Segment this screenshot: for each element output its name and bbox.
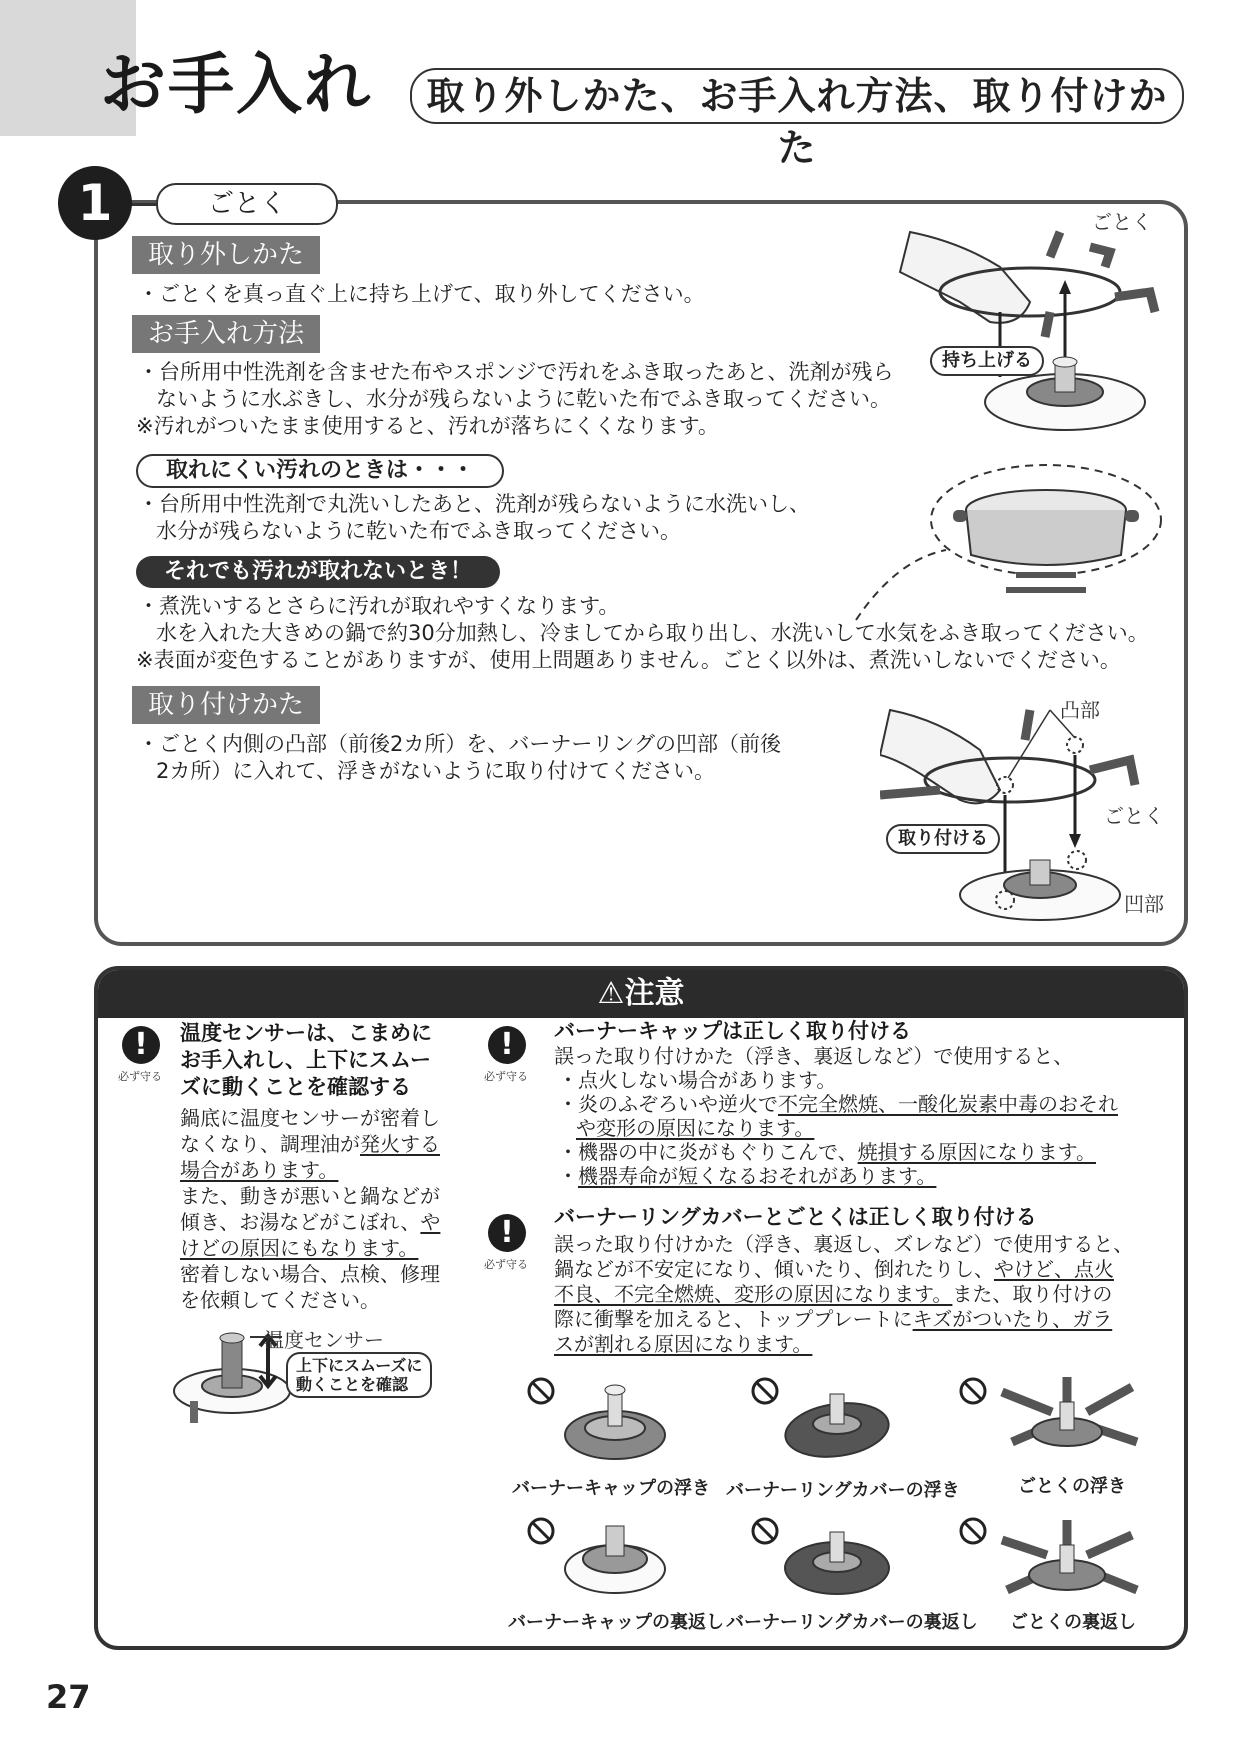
cap-flipped-illustration xyxy=(560,1514,670,1604)
step-connector xyxy=(130,203,158,206)
fig3-concave-label: 凹部 xyxy=(1124,892,1164,916)
clean-note: ※汚れがついたまま使用すると、汚れが落ちにくくなります。 xyxy=(136,414,719,438)
cap-text-4: や変形の原因になります。 xyxy=(576,1116,815,1140)
warning-triangle-icon: ⚠ xyxy=(597,976,625,1011)
must-follow-icon: ! xyxy=(488,1026,526,1064)
sensor-text-6: けどの原因にもなります。 xyxy=(180,1236,419,1260)
fig3-gotoku-label: ごとく xyxy=(1104,804,1164,828)
ring-cover-float-illustration xyxy=(782,1380,892,1472)
attach-line-1: ・ごとく内側の凸部（前後2カ所）を、バーナーリングの凹部（前後 xyxy=(138,732,781,756)
cap-text-5: ・機器の中に炎がもぐりこんで、焼損する原因になります。 xyxy=(558,1140,1097,1164)
sensor-text-7: 密着しない場合、点検、修理 xyxy=(180,1262,440,1286)
still-stain-note: ※表面が変色することがありますが、使用上問題ありません。ごとく以外は、煮洗いしないでください。 xyxy=(136,648,1121,672)
caution-header xyxy=(98,970,1184,1018)
cap-text-1: 誤った取り付けかた（浮き、裏返しなど）で使用すると、 xyxy=(554,1044,1074,1068)
hard-stain-heading: 取れにくい汚れのときは・・・ xyxy=(136,454,504,488)
prohibited-icon xyxy=(526,1376,556,1406)
fig-caption-6: ごとくの裏返し xyxy=(1010,1612,1136,1633)
remove-text: ・ごとくを真っ直ぐ上に持ち上げて、取り外してください。 xyxy=(138,282,705,306)
section-name: ごとく xyxy=(156,183,338,225)
must-follow-label: 必ず守る xyxy=(484,1070,528,1083)
fig-caption-4: バーナーキャップの裏返し xyxy=(508,1612,724,1633)
ring-text-2: 鍋などが不安定になり、傾いたり、倒れたりし、やけど、点火 xyxy=(554,1257,1114,1281)
gotoku-flipped-illustration xyxy=(992,1510,1142,1610)
gotoku-float-illustration xyxy=(992,1372,1142,1472)
must-follow-label: 必ず守る xyxy=(484,1258,528,1271)
sensor-text-5: 傾き、お湯などがこぼれ、や xyxy=(180,1210,441,1234)
cap-title: バーナーキャップは正しく取り付ける xyxy=(554,1019,911,1043)
prohibited-icon xyxy=(958,1516,988,1546)
fig-caption-3: ごとくの浮き xyxy=(1018,1476,1126,1497)
page-subtitle: 取り外しかた、お手入れ方法、取り付けかた xyxy=(410,68,1184,124)
prohibited-icon xyxy=(750,1516,780,1546)
caution-heading: 注意 xyxy=(624,976,685,1011)
fig1-lift-label: 持ち上げる xyxy=(930,346,1044,376)
clean-line-2: ないように水ぶきし、水分が残らないように乾いた布でふき取ってください。 xyxy=(156,387,891,411)
ring-cover-flipped-illustration xyxy=(782,1518,892,1606)
sensor-check-line-2: 動くことを確認 xyxy=(296,1375,409,1394)
still-stain-line-2: 水を入れた大きめの鍋で約30分加熱し、冷ましてから取り出し、水洗いして水気をふき取ってください。 xyxy=(156,621,1149,645)
must-follow-label: 必ず守る xyxy=(118,1070,162,1083)
cap-text-3: ・炎のふぞろいや逆火で不完全燃焼、一酸化炭素中毒のおそれ xyxy=(558,1092,1118,1116)
fig3-attach-label: 取り付ける xyxy=(886,824,1000,854)
sensor-check-bubble xyxy=(286,1352,432,1398)
prohibited-icon xyxy=(526,1516,556,1546)
clean-heading: お手入れ方法 xyxy=(132,315,320,353)
sensor-title-2: お手入れし、上下にスムー xyxy=(180,1048,431,1072)
sensor-check-line-1: 上下にスムーズに xyxy=(296,1356,423,1375)
boiling-pot-illustration xyxy=(836,460,1166,640)
remove-heading: 取り外しかた xyxy=(132,236,320,274)
still-stain-heading: それでも汚れが取れないとき！ xyxy=(136,556,500,588)
hard-stain-line-1: ・台所用中性洗剤で丸洗いしたあと、洗剤が残らないように水洗いし、 xyxy=(138,492,810,516)
fig-caption-1: バーナーキャップの浮き xyxy=(512,1478,710,1499)
sensor-text-8: を依頼してください。 xyxy=(180,1288,380,1312)
cap-float-illustration xyxy=(560,1380,670,1472)
sensor-text-3: 場合があります。 xyxy=(180,1158,339,1182)
hard-stain-line-2: 水分が残らないように乾いた布でふき取ってください。 xyxy=(156,519,681,543)
fig3-convex-label: 凸部 xyxy=(1060,698,1100,722)
ring-title: バーナーリングカバーとごとくは正しく取り付ける xyxy=(554,1205,1037,1229)
sensor-text-4: また、動きが悪いと鍋などが xyxy=(180,1184,440,1208)
must-follow-icon: ! xyxy=(488,1214,526,1252)
prohibited-icon xyxy=(958,1376,988,1406)
cap-text-6: ・機器寿命が短くなるおそれがあります。 xyxy=(558,1164,937,1188)
page-title: お手入れ xyxy=(100,46,372,123)
fig-caption-2: バーナーリングカバーの浮き xyxy=(726,1480,960,1501)
sensor-label: 温度センサー xyxy=(264,1328,384,1352)
sensor-text-2: なくなり、調理油が発火する xyxy=(180,1132,440,1156)
lift-gotoku-illustration xyxy=(880,212,1170,442)
attach-heading: 取り付けかた xyxy=(132,686,320,724)
prohibited-icon xyxy=(750,1376,780,1406)
step-number: 1 xyxy=(58,166,132,240)
ring-text-4: 際に衝撃を加えると、トッププレートにキズがついたり、ガラ xyxy=(554,1307,1113,1331)
ring-text-5: スが割れる原因になります。 xyxy=(554,1332,813,1356)
sensor-title-1: 温度センサーは、こまめに xyxy=(180,1021,432,1045)
attach-line-2: 2カ所）に入れて、浮きがないように取り付けてください。 xyxy=(156,759,715,783)
sensor-title-3: ズに動くことを確認する xyxy=(180,1075,411,1099)
page-number: 27 xyxy=(46,1678,91,1716)
fig-caption-5: バーナーリングカバーの裏返し xyxy=(726,1612,978,1633)
sensor-text-1: 鍋底に温度センサーが密着し xyxy=(180,1106,440,1130)
clean-line-1: ・台所用中性洗剤を含ませた布やスポンジで汚れをふき取ったあと、洗剤が残ら xyxy=(138,360,894,384)
ring-text-3: 不良、不完全燃焼、変形の原因になります。また、取り付けの xyxy=(554,1282,1113,1306)
ring-text-1: 誤った取り付けかた（浮き、裏返し、ズレなど）で使用すると、 xyxy=(554,1232,1134,1256)
still-stain-line-1: ・煮洗いするとさらに汚れが取れやすくなります。 xyxy=(138,594,620,618)
cap-text-2: ・点火しない場合があります。 xyxy=(558,1068,837,1092)
fig1-gotoku-label: ごとく xyxy=(1092,210,1152,234)
must-follow-icon: ! xyxy=(122,1026,160,1064)
